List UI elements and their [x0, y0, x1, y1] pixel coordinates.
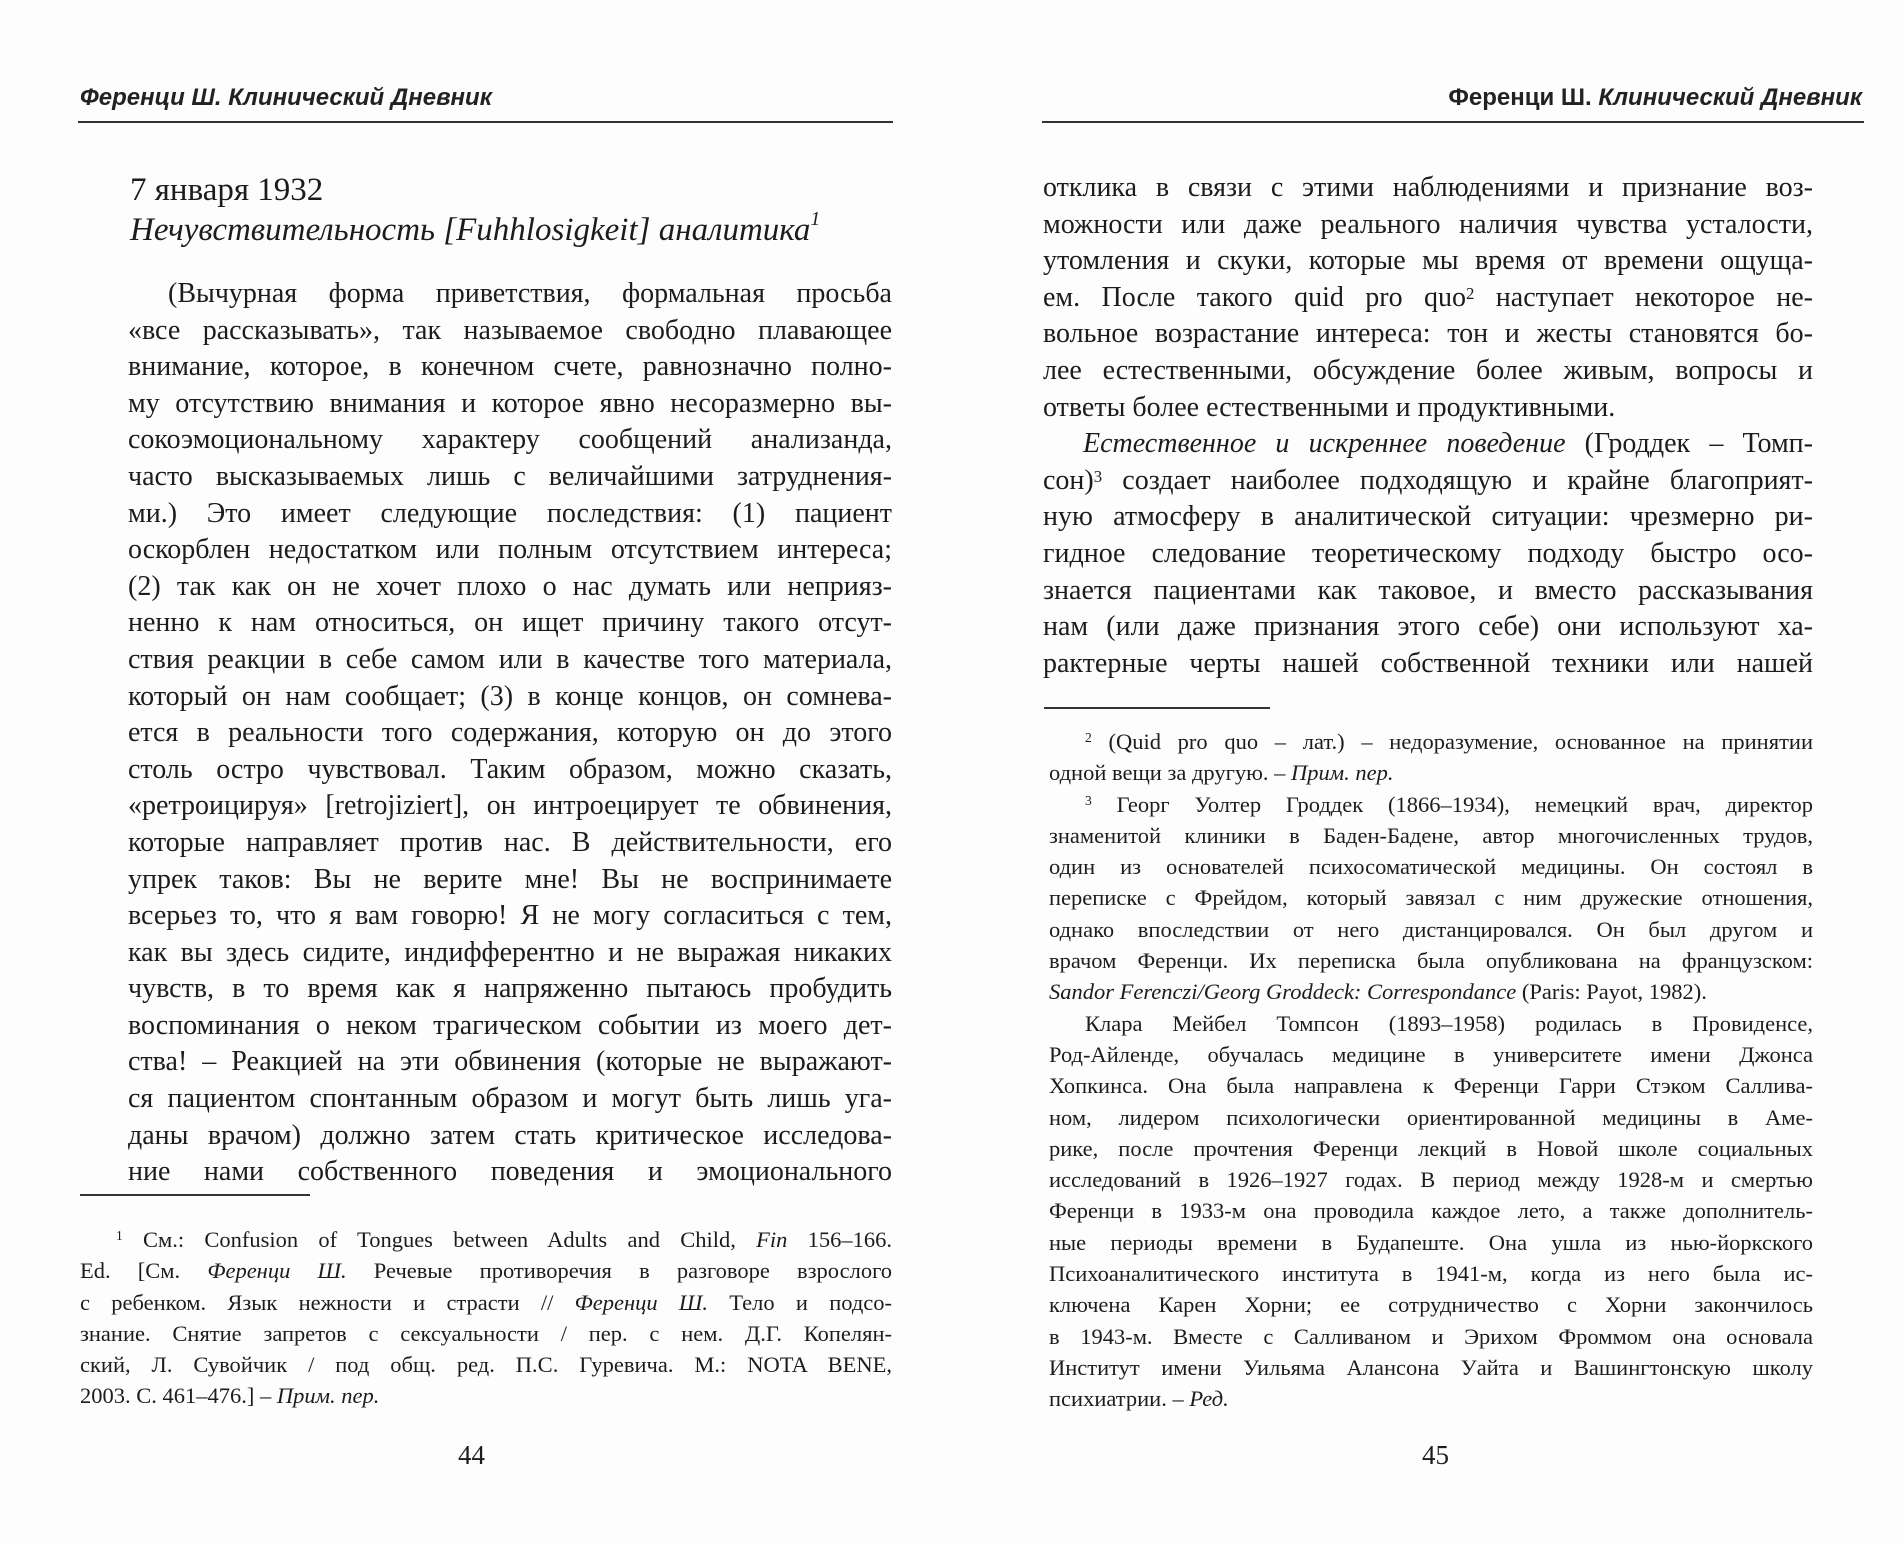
- text-line: «все рассказывать», так называемое свободно плавающее: [128, 314, 892, 346]
- text-run: врачом Ференци. Их переписка была опубликована на французском:: [1049, 948, 1813, 974]
- text-line: упрек таков: Вы не верите мне! Вы не воспринимаете: [128, 863, 892, 895]
- text-line: которые направляет против нас. В действительности, его: [128, 826, 892, 858]
- text-line: ми.) Это имеет следующие последствия: (1) пациент: [128, 497, 892, 529]
- footnote-line: [80, 1380, 892, 1411]
- footnote-line: [1049, 1039, 1813, 1070]
- text-run: переписке с Фрейдом, который завязал с ним дружеские отношения,: [1049, 885, 1813, 911]
- running-header: Ференци Ш. Клинический Дневник: [80, 84, 492, 111]
- text-run: Прим. пер.: [276, 1383, 380, 1409]
- text-line: [1043, 170, 1813, 207]
- text-run: 156–166.: [787, 1227, 892, 1252]
- body-text: [1043, 170, 1813, 682]
- entry-title-text: Нечувствительность [Fuhhlosigkeit] аналитика: [130, 212, 811, 248]
- text-run: Речевые противоречия в разговоре взрослого: [346, 1258, 892, 1284]
- text-line: столь остро чувствовал. Таким образом, можно сказать,: [128, 753, 892, 785]
- text-run: ключена Карен Хорни; ее сотрудничество с Хорни закончилось: [1049, 1292, 1813, 1318]
- text-line: (2) так как он не хочет плохо о нас думать или неприяз-: [128, 570, 892, 602]
- footnote-line: [80, 1224, 892, 1255]
- text-run: знаменитой клиники в Баден-Бадене, автор многочисленных трудов,: [1049, 822, 1813, 848]
- body-text: [128, 276, 892, 1191]
- text-run: лее естественными, обсуждение более живым, вопросы и: [1043, 354, 1813, 386]
- text-run: Георг Уолтер Гроддек (1866–1934), немецкий врач, директор: [1091, 791, 1813, 817]
- footnote-line: [1049, 1164, 1813, 1195]
- text-line: ние нами собственного поведения и эмоционального: [128, 1156, 892, 1188]
- text-line: чувств, в то время как я напряженно пытаюсь пробудить: [128, 973, 892, 1005]
- text-line: ся пациентом спонтанным образом и могут быть лишь уга-: [128, 1083, 892, 1115]
- text-run: ответы более естественными и продуктивными.: [1043, 391, 1616, 423]
- footnote-line: [1049, 726, 1813, 757]
- text-line: [1043, 573, 1813, 610]
- text-run: знается пациентами как таковое, и вместо рассказывания: [1043, 574, 1813, 606]
- footnote-mark: 3: [1093, 466, 1103, 486]
- text-line: ства! – Реакцией на эти обвинения (которые не выражают-: [128, 1046, 892, 1078]
- running-header: [1448, 84, 1862, 112]
- text-run: Sandor Ferenczi/Georg Groddeck: Correspondance: [1049, 979, 1517, 1005]
- text-line: [1043, 609, 1813, 646]
- text-line: [1043, 646, 1813, 683]
- text-run: Психоаналитического института в 1941-м, когда из него была ис-: [1049, 1261, 1813, 1287]
- footnote-mark: 2: [1466, 283, 1475, 303]
- text-run: Клара Мейбел Томпсон (1893–1958) родилась в Провиденсе,: [1085, 1010, 1813, 1036]
- text-run: Ed. [См.: [80, 1258, 208, 1284]
- text-run: См.: Confusion of Tongues between Adults and Child,: [122, 1227, 757, 1252]
- footnote-line: [1049, 1102, 1813, 1133]
- header-rule: [78, 121, 893, 123]
- footnote-line: [1049, 851, 1813, 882]
- text-run: Род-Айленде, обучалась медицине в университете имени Джонса: [1049, 1041, 1813, 1067]
- text-run: нам (или даже признания этого себе) они используют ха-: [1043, 611, 1813, 643]
- footnote-line: [1049, 914, 1813, 945]
- footnote-line: [1049, 1008, 1813, 1039]
- footnote-line: [1049, 1195, 1813, 1226]
- footnote-line: [1049, 945, 1813, 976]
- text-line: [1043, 390, 1813, 427]
- text-run: Естественное и искреннее поведение: [1083, 428, 1566, 460]
- text-line: воспоминания о неком трагическом событии из моего дет-: [128, 1009, 892, 1041]
- page-number: 44: [458, 1440, 485, 1470]
- text-run: 2003. С. 461–476.] –: [80, 1383, 277, 1409]
- header-title: Клинический Дневник: [1598, 84, 1862, 111]
- text-run: одной вещи за другую. –: [1049, 760, 1292, 786]
- footnotes: [1049, 726, 1813, 1415]
- text-line: [1043, 207, 1813, 244]
- text-run: Ференци Ш.: [207, 1258, 347, 1284]
- footnote-mark: 1: [116, 1228, 123, 1243]
- text-line: му отсутствию внимания и которое явно несоразмерно вы-: [128, 387, 892, 419]
- text-run: в 1943-м. Вместе с Салливаном и Эрихом Фроммом она основала: [1049, 1323, 1813, 1349]
- text-run: создает наиболее подходящую и крайне благоприят-: [1102, 464, 1813, 496]
- page-number: 45: [1422, 1440, 1449, 1470]
- footnote-line: [1049, 820, 1813, 851]
- footnote-line: [1049, 1321, 1813, 1352]
- text-line: [1043, 353, 1813, 390]
- footnote-line: [1049, 1070, 1813, 1101]
- text-run: Хопкинса. Она была направлена к Ференци Гарри Стэком Саллива-: [1049, 1073, 1813, 1099]
- text-line: сокоэмоциональному характеру сообщений анализанда,: [128, 424, 892, 456]
- text-run: Fin: [756, 1227, 788, 1252]
- footnote-line: [1049, 789, 1813, 820]
- footnote-rule: [80, 1194, 310, 1196]
- text-run: рактерные черты нашей собственной техники или нашей: [1043, 647, 1813, 679]
- footnote-line: [1049, 1352, 1813, 1383]
- text-line: [1043, 243, 1813, 280]
- right-page: [952, 0, 1904, 1544]
- text-run: однако впоследствии от него дистанцировался. Он был другом и: [1049, 916, 1813, 942]
- text-line: [1043, 463, 1813, 500]
- text-line: внимание, которое, в конечном счете, равнозначно полно-: [128, 351, 892, 383]
- text-line: «ретроицируя» [retrojiziert], он интроецирует те обвинения,: [128, 790, 892, 822]
- text-run: с ребенком. Язык нежности и страсти //: [80, 1289, 575, 1315]
- text-run: ные периоды времени в Будапеште. Она ушла из нью-йоркского: [1049, 1229, 1813, 1255]
- text-run: Ференци в 1933-м она проводила каждое лето, а также дополнитель-: [1049, 1198, 1813, 1224]
- text-run: (Paris: Payot, 1982).: [1516, 979, 1707, 1005]
- text-line: ненно к нам относиться, он ищет причину такого отсут-: [128, 607, 892, 639]
- text-line: всерьез то, что я вам говорю! Я не могу согласиться с тем,: [128, 900, 892, 932]
- footnote-mark: 1: [810, 208, 821, 230]
- text-run: отклика в связи с этими наблюдениями и признание воз-: [1043, 172, 1813, 203]
- text-run: вольное возрастание интереса: тон и жесты становятся бо-: [1043, 318, 1813, 350]
- text-run: (Гроддек – Томп-: [1565, 428, 1813, 460]
- footnote-line: [1049, 1383, 1813, 1414]
- footnote-line: [1049, 757, 1813, 788]
- text-run: Прим. пер.: [1291, 760, 1394, 786]
- header-author: Ференци Ш.: [1448, 84, 1592, 111]
- footnotes: [80, 1224, 892, 1412]
- text-line: [1043, 499, 1813, 536]
- text-run: наступает некоторое не-: [1474, 281, 1813, 313]
- text-run: знание. Снятие запретов с сексуальности / пер. с нем. Д.Г. Копелян-: [80, 1320, 892, 1346]
- text-line: оскорблен недостатком или полным отсутствием интереса;: [128, 534, 892, 566]
- text-line: как вы здесь сидите, индифферентно и не выражая никаких: [128, 936, 892, 968]
- text-line: часто высказываемых лишь с величайшими затруднения-: [128, 460, 892, 492]
- header-rule: [1042, 121, 1864, 123]
- text-run: Ред.: [1189, 1386, 1229, 1412]
- footnote-line: [80, 1318, 892, 1349]
- entry-title: [130, 208, 821, 249]
- footnote-line: [1049, 976, 1813, 1007]
- text-run: (Quid pro quo – лат.) – недоразумение, основанное на принятии: [1091, 729, 1813, 754]
- text-run: исследований в 1926–1927 годах. В период между 1928-м и смертью: [1049, 1167, 1813, 1193]
- text-run: один из основателей психосоматической медицины. Он состоял в: [1049, 854, 1813, 880]
- entry-date: 7 января 1932: [130, 172, 324, 208]
- footnote-line: [1049, 1227, 1813, 1258]
- text-line: [1043, 280, 1813, 317]
- text-line: (Вычурная форма приветствия, формальная просьба: [168, 278, 892, 309]
- text-run: ном, лидером психологически ориентированной медицины в Аме-: [1049, 1104, 1813, 1130]
- text-run: ную атмосферу в аналитической ситуации: чрезмерно ри-: [1043, 501, 1813, 533]
- text-run: Ференци Ш.: [574, 1289, 709, 1315]
- footnote-mark: 3: [1085, 792, 1092, 808]
- text-line: ствия реакции в себе самом или в качестве того материала,: [128, 643, 892, 675]
- footnote-line: [80, 1287, 892, 1318]
- text-run: утомления и скуки, которые мы время от времени ощуща-: [1043, 245, 1813, 277]
- text-run: Тело и подсо-: [708, 1289, 892, 1315]
- footnote-rule: [1044, 707, 1270, 709]
- text-run: психиатрии. –: [1049, 1386, 1190, 1412]
- text-line: [1043, 316, 1813, 353]
- text-run: можности или даже реального наличия чувства усталости,: [1043, 208, 1813, 240]
- footnote-line: [1049, 1289, 1813, 1320]
- text-run: гидное следование теоретическому подходу быстро осо-: [1043, 537, 1813, 569]
- text-run: ский, Л. Сувойчик / под общ. ред. П.С. Гуревича. М.: NOTA BENE,: [80, 1352, 892, 1378]
- text-run: сон): [1043, 464, 1094, 496]
- footnote-mark: 2: [1085, 730, 1092, 745]
- text-line: [1043, 426, 1813, 463]
- footnote-line: [1049, 882, 1813, 913]
- footnote-line: [1049, 1133, 1813, 1164]
- footnote-line: [80, 1255, 892, 1286]
- footnote-line: [1049, 1258, 1813, 1289]
- text-run: Институт имени Уильяма Алансона Уайта и Вашингтонскую школу: [1049, 1354, 1813, 1380]
- footnote-line: [80, 1349, 892, 1380]
- text-run: ем. После такого quid pro quo: [1043, 281, 1466, 313]
- text-line: [1043, 536, 1813, 573]
- text-line: который он нам сообщает; (3) в конце концов, он сомнева-: [128, 680, 892, 712]
- text-line: даны врачом) должно затем стать критическое исследова-: [128, 1119, 892, 1151]
- text-line: ется в реальности того содержания, которую он до этого: [128, 717, 892, 749]
- text-run: рике, после прочтения Ференци лекций в Новой школе социальных: [1049, 1135, 1813, 1161]
